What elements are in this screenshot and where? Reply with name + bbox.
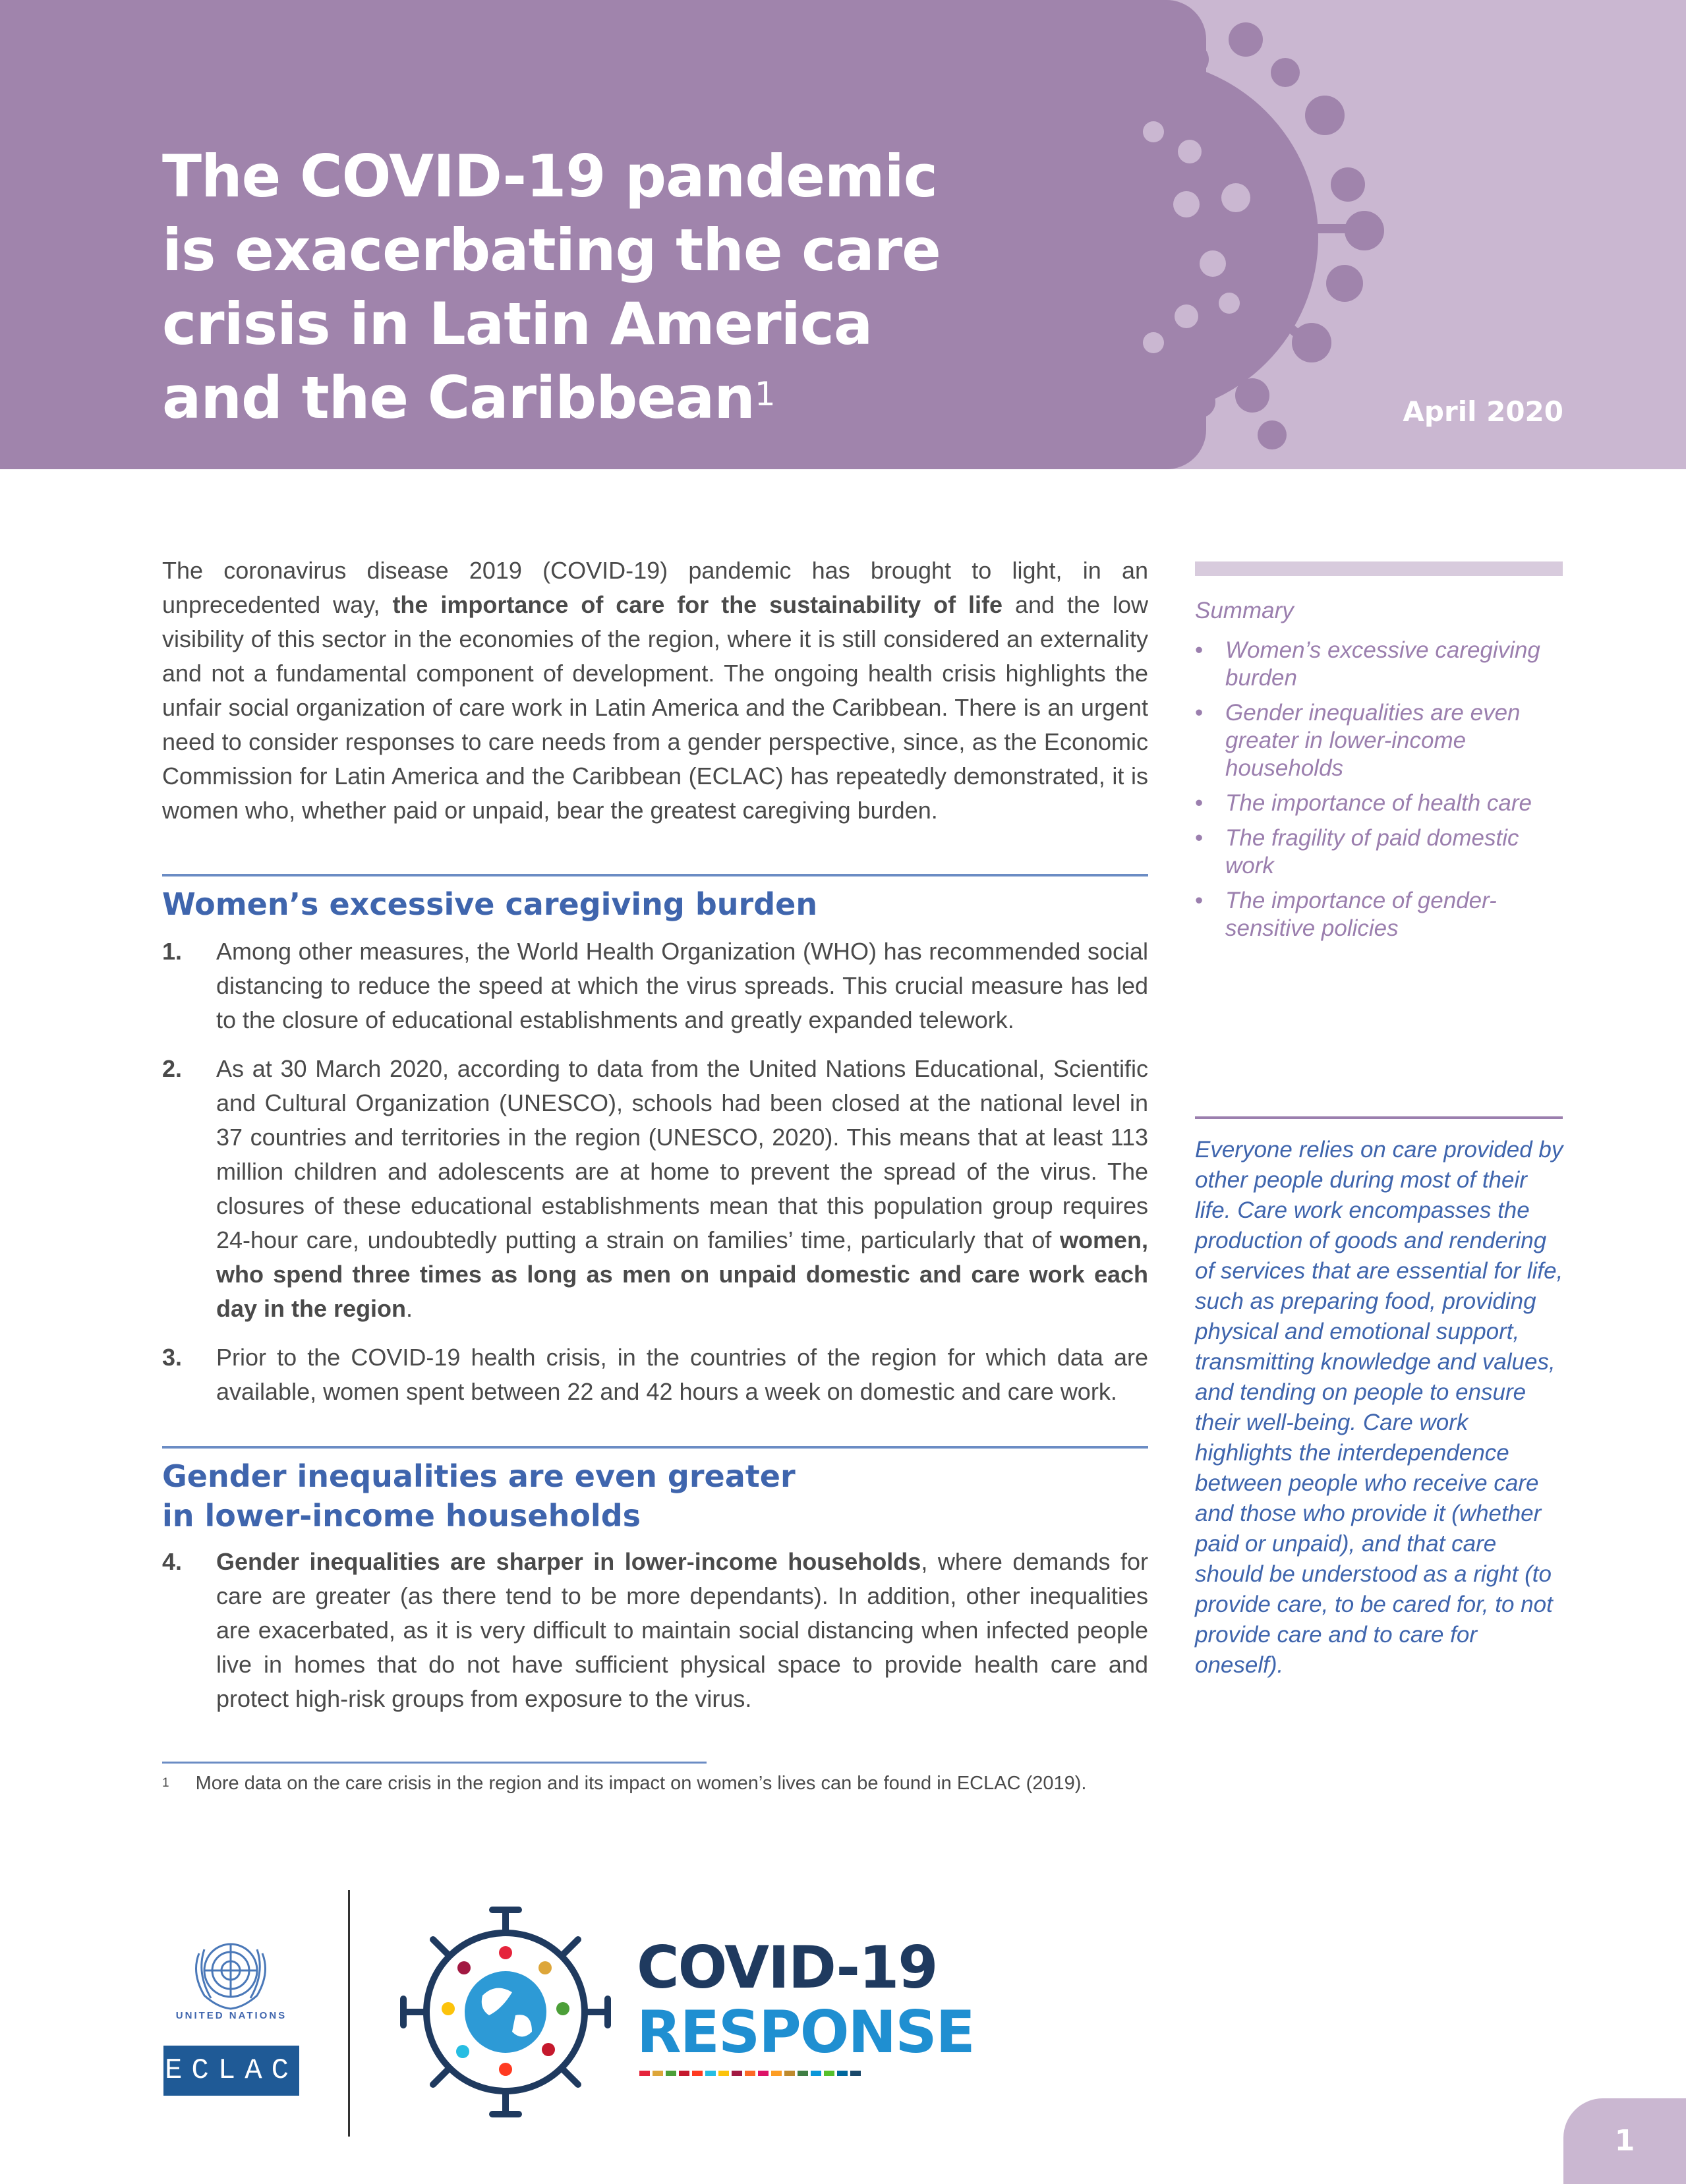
summary-item[interactable]: • Gender inequalities are even greater in lower-income households [1195, 699, 1564, 782]
main-column [162, 554, 1148, 1716]
sdg-color-strip [639, 2071, 861, 2076]
heading-line-2: in lower-income households [162, 1498, 641, 1534]
page-title [162, 140, 1019, 435]
section-heading-inequalities [162, 1456, 1148, 1536]
summary-top-bar [1195, 561, 1563, 576]
item-text: Among other measures, the World Health Organization (WHO) has recommended social distancing to reduce the speed at which the virus spreads. This crucial measure has led to the closure of educational establishments and greatly expanded telework. [216, 938, 1148, 1033]
un-emblem-icon [185, 1927, 277, 2019]
summary-item[interactable]: • The importance of health care [1195, 790, 1564, 817]
item-number: 4. [162, 1548, 183, 1575]
item-bold: Gender inequalities are sharper in lower-income households [216, 1548, 921, 1575]
intro-text-1: The coronavirus disease 2019 (COVID-19) pandemic has brought to light, in an unprecedented way, [162, 557, 1148, 618]
summary-box [1195, 597, 1564, 950]
item-text-part: , where demands for care are greater (as there tend to be more dependants). In addition, other inequalities are exacerbated, as it is very difficult to maintain social distancing when infected people live in homes that do not have sufficient physical space to provide health care and protect high-risk groups from exposure to the virus. [216, 1548, 1148, 1712]
title-line-3: crisis in Latin America [162, 290, 873, 358]
summary-item[interactable]: • The fragility of paid domestic work [1195, 824, 1564, 880]
section-divider [162, 874, 1148, 876]
summary-item[interactable]: • The importance of gender-sensitive policies [1195, 887, 1564, 942]
eclac-logo: ECLAC [163, 2046, 299, 2096]
list-item [162, 1545, 1148, 1716]
quote-divider [1195, 1116, 1563, 1119]
heading-line-1: Gender inequalities are even greater [162, 1458, 796, 1494]
summary-heading: Summary [1195, 598, 1294, 623]
summary-item[interactable]: • Women’s excessive caregiving burden [1195, 637, 1564, 692]
publication-date: April 2020 [1403, 395, 1563, 428]
covid-logo-line-2: RESPONSE [637, 1998, 974, 2066]
footnote-mark: 1 [162, 1776, 169, 1790]
footnote-text: More data on the care crisis in the region and its impact on women’s lives can be found in ECLAC (2019). [195, 1773, 1087, 1794]
covid-logo-line-1: COVID-19 [637, 1934, 937, 2001]
item-number: 1. [162, 938, 183, 965]
title-line-1: The COVID-19 pandemic [162, 142, 937, 210]
item-bold: women, who spend three times as long as men on unpaid domestic and care work each day in the region [216, 1226, 1148, 1322]
intro-bold: the importance of care for the sustainability of life [392, 591, 1003, 618]
item-text: Prior to the COVID-19 health crisis, in the countries of the region for which data are available, women spent between 22 and 42 hours a week on domestic and care work. [216, 1344, 1148, 1405]
page-number: 1 [1563, 2098, 1686, 2184]
covid-response-emblem-icon [397, 1903, 614, 2121]
item-number: 2. [162, 1055, 183, 1082]
title-line-2: is exacerbating the care [162, 216, 941, 284]
section-divider [162, 1446, 1148, 1449]
footnote [162, 1770, 1217, 1796]
care-definition-quote: Everyone relies on care provided by other people during most of their life. Care work encompasses the production of goods and rendering of services that are essential for life, such as preparing food, providing physical and emotional support, transmitting knowledge and values, and tending on people to ensure their well-being. Care work highlights the interdependence between people who receive care and those who provide it (whether paid or unpaid), and that care should be understood as a right (to provide care, to be cared for, to not provide care and to care for oneself). [1195, 1137, 1563, 1678]
section-heading-caregiving: Women’s excessive caregiving burden [162, 886, 818, 922]
intro-paragraph [162, 554, 1148, 828]
list-item [162, 1340, 1148, 1409]
item-text [216, 1545, 1148, 1716]
un-logo-text: UNITED NATIONS [175, 2010, 287, 2021]
title-line-4: and the Caribbean [162, 364, 755, 432]
list-item [162, 934, 1148, 1037]
intro-text-2: and the low visibility of this sector in the economies of the region, where it is still considered an externality and not a fundamental component of development. The ongoing health crisis highlights the unfair social organization of care work in Latin America and the Caribbean. There is an urgent need to consider responses to care needs from a gender perspective, since, as the Economic Commission for Latin America and the Caribbean (ECLAC) has repeatedly demonstrated, it is women who, whether paid or unpaid, bear the greatest caregiving burden. [162, 591, 1149, 824]
item-text [216, 1052, 1148, 1326]
summary-list [1195, 637, 1564, 942]
title-footnote-mark[interactable]: 1 [754, 375, 775, 413]
logo-divider [348, 1890, 350, 2137]
footnote-divider [162, 1762, 707, 1764]
item-tail: . [406, 1295, 413, 1322]
list-item [162, 1052, 1148, 1326]
item-text-part: As at 30 March 2020, according to data from the United Nations Educational, Scientific and Cultural Organization (UNESCO), schools had been closed at the national level in 37 countries and territories in the region (UNESCO, 2020). This means that at least 113 million children and adolescents are at home to prevent the spread of the virus. The closures of these educational establishments mean that this population group requires 24-hour care, undoubtedly putting a strain on families’ time, particularly that of [216, 1055, 1148, 1253]
item-number: 3. [162, 1344, 183, 1371]
